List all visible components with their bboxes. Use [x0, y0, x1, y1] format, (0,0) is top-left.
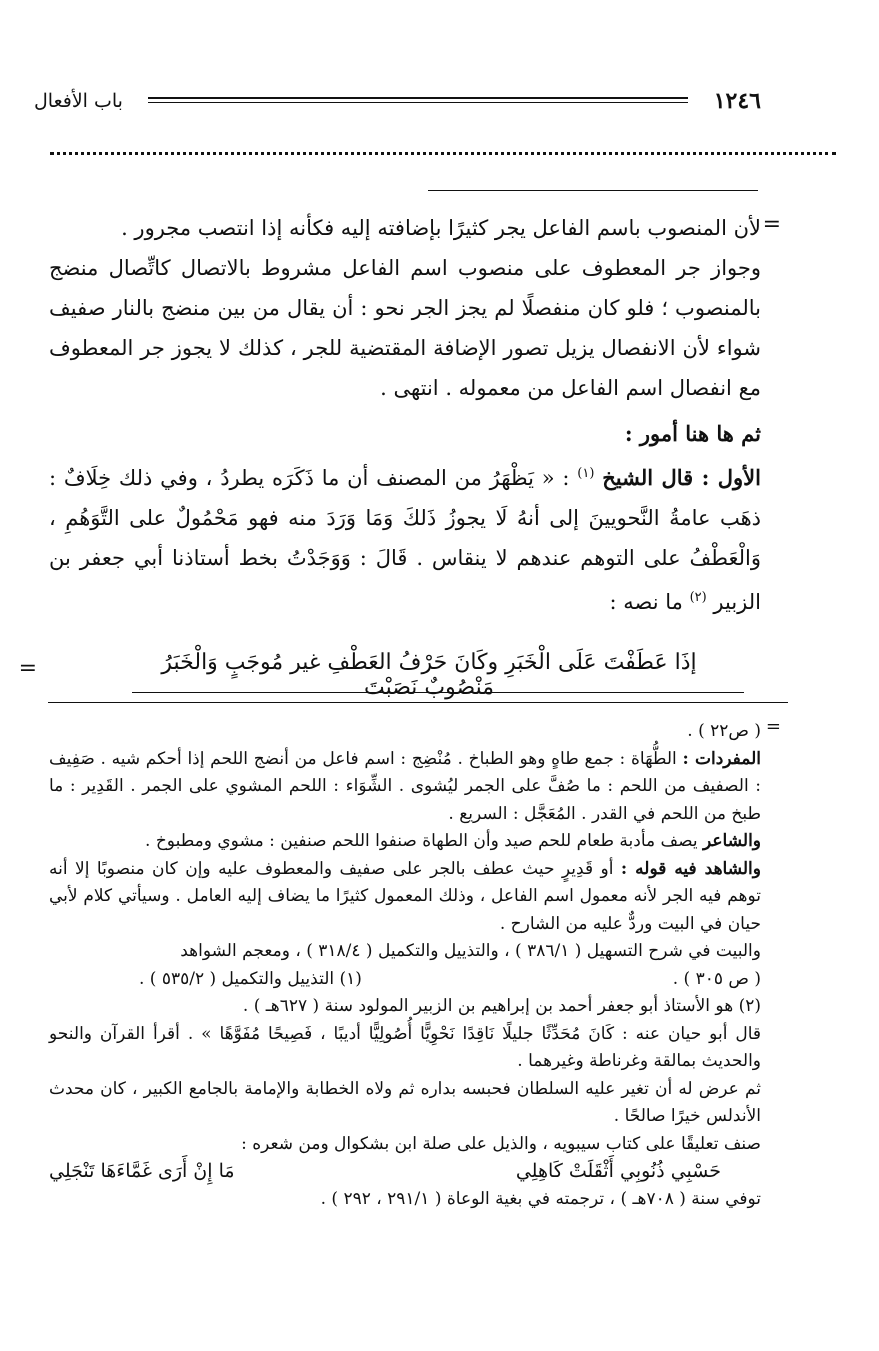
paragraph-3 [49, 454, 761, 622]
vocabulary-text: الطُّهَاة : جمع طاهٍ وهو الطباخ . مُنْضِج : اسم فاعل من أنضج اللحم إذا أحكم شيه . صَفِيف : الصفيف من اللحم : ما صُفَّ على الجمر ليُشوى . الشِّوَاء : اللحم المشوي على الجمر . القَدِير : ما طبخ من اللحم في القدر . المُعَجَّل : السريع . [49, 748, 761, 824]
chapter-title: باب الأفعال [34, 90, 123, 112]
quoted-verse: إذَا عَطَفْتَ عَلَى الْخَبَرِ وكَانَ حَرْفُ العَطْفِ غير مُوجَبٍ وَالْخَبَرُ مَنْصُوبٌ نَصَبْتَ [161, 650, 697, 700]
paragraph-3-text: : « يَظْهَرُ من المصنف أن ما ذَكَرَه يطردُ ، وفي ذلك خِلَافٌ : ذهَب عامةُ النَّحويينَ إلى أنهُ لَا يجوزُ ذَلكَ وَمَا وَرَدَ منه فهو مَحْمُولٌ على التَّوَهُمِ ، وَالْعَطْفُ على التوهم عندهم لا ينقاس . قَالَ : وَوَجَدْتُ بخط أستاذنا أبي جعفر بن الزبير [49, 466, 761, 614]
header-rule-thin [148, 102, 688, 103]
section-heading: ثم ها هنا أمور : [624, 421, 761, 446]
vocabulary-label: المفردات : [682, 748, 762, 769]
main-text [49, 208, 761, 622]
evidence-text: أو قَدِيرٍ حيث عطف بالجر على صفيف والمعطوف عليه وإن كان منصوبًا إلا أنه توهم فيه الجر لأنه معمول اسم الفاعل ، وذلك المعمول كثيرًا ما يضاف إليه العامل . وسيأتي كلام لأبي حيان في البيت وردٌّ عليه من الشارح . [49, 858, 761, 934]
page-number: ١٢٤٦ [713, 88, 761, 114]
footnote-sources-page: ( ص ٣٠٥ ) . [672, 968, 761, 989]
footnote-2-quote: قال أبو حيان عنه : كَانَ مُحَدِّثًا جليلًا نَاقِدًا نَحْوِيًّا أُصُولِيًّا أديبًا ، فَصِيحًا مُفَوَّهًا » . أقرأ القرآن والنحو والحديث بمالقة وغرناطة وغيرهما . [49, 1023, 761, 1071]
footnote-sources: والبيت في شرح التسهيل ( ٣٨٦/١ ) ، والتذييل والتكميل ( ٣١٨/٤ ) ، ومعجم الشواهد [180, 941, 761, 961]
footnote-rule [48, 702, 788, 703]
footnote-poet [49, 828, 761, 856]
evidence-label: والشاهد فيه قوله : [620, 858, 761, 879]
footnote-continuation: ( ص٢٢ ) . [687, 721, 761, 741]
paragraph-2: وجواز جر المعطوف على منصوب اسم الفاعل مشروط بالاتصال كاتِّصال منضج بالمنصوب ؛ فلو كان منفصلًا لم يجز الجر نحو : أن يقال من بين منضج بالنار صفيف شواء لأن الانفصال يزيل تصور الإضافة المقتضية للجر ، كذلك لا يجوز جر المعطوف مع انفصال اسم الفاعل من معموله . انتهى . [49, 256, 761, 400]
poem-hemistich-1: حَسْبِي ذُنُوبِي أَثْقَلَتْ كَاهِلِي [515, 1160, 721, 1182]
paragraph-3-lead: الأول : قال الشيخ [602, 465, 761, 490]
paragraph-1: لأن المنصوب باسم الفاعل يجر كثيرًا بإضافته إليه فكأنه إذا انتصب مجرور . [121, 216, 761, 240]
footnote-1: (١) التذييل والتكميل ( ٥٣٥/٢ ) . [139, 968, 362, 989]
poet-label: والشاعر [703, 831, 761, 851]
dotted-separator [50, 152, 836, 155]
paragraph-3-end: ما نصه : [609, 590, 683, 614]
poet-text: يصف مأدبة طعام للحم صيد وأن الطهاة صنفوا اللحم صنفين : مشوي ومطبوخ . [145, 831, 698, 851]
footnote-ref-2: (٢) [689, 590, 707, 605]
poem-verse [49, 1158, 761, 1186]
footnote-evidence [49, 856, 761, 939]
continuation-mark-footnote: = [765, 716, 781, 737]
poem-hemistich-2: مَا إِنْ أَرَى غَمَّاءَهَا تَنْجَلِي [49, 1160, 235, 1182]
footnote-2-death: توفي سنة ( ٧٠٨هـ ) ، ترجمته في بغية الوعاة ( ٢٩١/١ ، ٢٩٢ ) . [320, 1188, 761, 1209]
footnote-2: (٢) هو الأستاذ أبو جعفر أحمد بن إبراهيم بن الزبير المولود سنة ( ٦٢٧هـ ) . [242, 996, 761, 1016]
verse-underline [132, 692, 744, 693]
continuation-mark-verse: = [18, 656, 37, 681]
footnote-vocabulary [49, 746, 761, 829]
footnote-sources-row [49, 966, 761, 994]
continuation-mark-top: = [762, 212, 781, 237]
footnotes [49, 718, 761, 1213]
footnote-2-works: صنف تعليقًا على كتاب سيبويه ، والذيل على صلة ابن بشكوال ومن شعره : [241, 1133, 761, 1154]
footnote-ref-1: (١) [577, 466, 595, 481]
header-rule [148, 97, 688, 99]
short-rule [428, 190, 758, 191]
footnote-2-bio: ثم عرض له أن تغير عليه السلطان فحبسه بداره ثم ولاه الخطابة والإمامة بالجامع الكبير ، كان محدث الأندلس خيرًا صالحًا . [49, 1078, 761, 1126]
